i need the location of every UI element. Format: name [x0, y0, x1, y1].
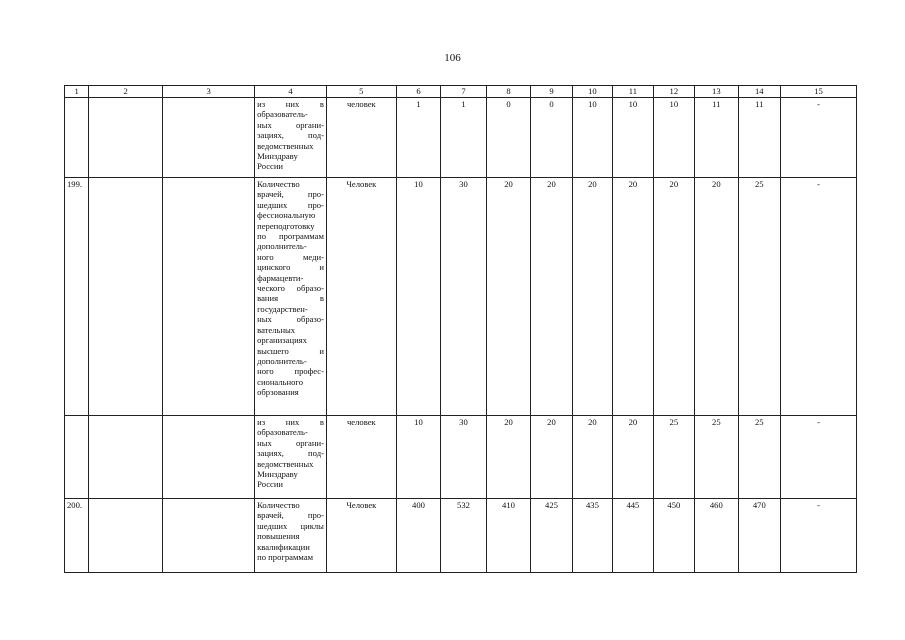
- table-row: [65, 178, 857, 416]
- description-line: врачей, про-: [257, 510, 324, 521]
- row-number: 200.: [65, 499, 89, 573]
- value-cell: 11: [738, 98, 780, 178]
- description-line: вательных: [257, 324, 296, 335]
- column-2-cell: [89, 499, 163, 573]
- column-15-cell: -: [781, 499, 857, 573]
- value-cell: 450: [653, 499, 694, 573]
- description-line: дополнитель-: [257, 241, 307, 252]
- description-line: из них в: [257, 417, 324, 427]
- value-cell: 10: [396, 178, 441, 416]
- column-header-11: 11: [613, 86, 653, 98]
- column-header-1: 1: [65, 86, 89, 98]
- description-line: ных органи-: [257, 119, 324, 130]
- row-number: 199.: [65, 178, 89, 416]
- column-2-cell: [89, 416, 163, 499]
- value-cell: 435: [572, 499, 612, 573]
- description-line: образователь-: [257, 427, 308, 438]
- value-cell: 11: [695, 98, 738, 178]
- value-cell: 20: [531, 178, 572, 416]
- column-header-6: 6: [396, 86, 441, 98]
- column-header-10: 10: [572, 86, 612, 98]
- table-row: [65, 98, 857, 178]
- description-line: по программам: [257, 552, 314, 563]
- description-line: ного профес-: [257, 366, 324, 377]
- value-cell: 1: [441, 98, 487, 178]
- description-line: фармацевти-: [257, 272, 304, 283]
- table-row: [65, 416, 857, 499]
- description-line: сионального: [257, 376, 304, 387]
- description-line: организациях: [257, 335, 307, 346]
- value-cell: 30: [441, 416, 487, 499]
- column-header-4: 4: [255, 86, 327, 98]
- description-line: повышения: [257, 531, 300, 542]
- column-header-3: 3: [163, 86, 255, 98]
- description-line: ных образо-: [257, 314, 324, 325]
- column-header-5: 5: [326, 86, 396, 98]
- value-cell: 25: [653, 416, 694, 499]
- description-line: переподготовку: [257, 220, 315, 231]
- indicator-description: [255, 178, 327, 416]
- indicators-table: [64, 85, 857, 573]
- description-line: Минздраву: [257, 469, 298, 480]
- table-row: [65, 499, 857, 573]
- description-line: Количество: [257, 179, 300, 189]
- value-cell: 20: [486, 178, 531, 416]
- value-cell: 20: [572, 178, 612, 416]
- description-line: по программам: [257, 231, 324, 242]
- description-line: зациях, под-: [257, 130, 324, 141]
- column-2-cell: [89, 98, 163, 178]
- description-line: квалификации: [257, 541, 310, 552]
- value-cell: 20: [613, 416, 653, 499]
- column-header-13: 13: [695, 86, 738, 98]
- value-cell: 445: [613, 499, 653, 573]
- value-cell: 20: [653, 178, 694, 416]
- description-line: России: [257, 161, 284, 172]
- value-cell: 470: [738, 499, 780, 573]
- value-cell: 10: [396, 416, 441, 499]
- row-number: [65, 98, 89, 178]
- description-line: зациях, под-: [257, 448, 324, 459]
- column-15-cell: -: [781, 416, 857, 499]
- indicator-description: [255, 416, 327, 499]
- indicator-description: [255, 499, 327, 573]
- description-line: ного меди-: [257, 251, 324, 262]
- column-header-9: 9: [531, 86, 572, 98]
- value-cell: 25: [695, 416, 738, 499]
- description-line: врачей, про-: [257, 189, 324, 200]
- description-line: России: [257, 479, 284, 490]
- column-2-cell: [89, 178, 163, 416]
- description-line: цинского и: [257, 262, 324, 273]
- column-header-2: 2: [89, 86, 163, 98]
- value-cell: 20: [531, 416, 572, 499]
- unit-of-measure: Человек: [326, 499, 396, 573]
- unit-of-measure: человек: [326, 416, 396, 499]
- column-header-8: 8: [486, 86, 531, 98]
- value-cell: 25: [738, 416, 780, 499]
- description-line: ных органи-: [257, 437, 324, 448]
- description-line: вания в: [257, 293, 324, 304]
- description-line: Количество: [257, 500, 300, 510]
- column-15-cell: -: [781, 178, 857, 416]
- column-header-15: 15: [781, 86, 857, 98]
- value-cell: 1: [396, 98, 441, 178]
- value-cell: 532: [441, 499, 487, 573]
- column-header-7: 7: [441, 86, 487, 98]
- description-line: шедших про-: [257, 199, 324, 210]
- column-header-12: 12: [653, 86, 694, 98]
- value-cell: 20: [486, 416, 531, 499]
- column-3-cell: [163, 499, 255, 573]
- value-cell: 20: [613, 178, 653, 416]
- description-line: высшего и: [257, 345, 324, 356]
- description-line: шедших циклы: [257, 520, 324, 531]
- description-line: Минздраву: [257, 151, 298, 162]
- header-row: [65, 86, 857, 98]
- value-cell: 30: [441, 178, 487, 416]
- column-3-cell: [163, 98, 255, 178]
- value-cell: 0: [486, 98, 531, 178]
- column-3-cell: [163, 178, 255, 416]
- row-number: [65, 416, 89, 499]
- description-line: ческого образо-: [257, 283, 324, 294]
- value-cell: 10: [572, 98, 612, 178]
- page-number: 106: [444, 52, 461, 64]
- value-cell: 10: [653, 98, 694, 178]
- value-cell: 25: [738, 178, 780, 416]
- indicator-description: [255, 98, 327, 178]
- value-cell: 20: [572, 416, 612, 499]
- description-line: дополнитель-: [257, 355, 307, 366]
- value-cell: 0: [531, 98, 572, 178]
- description-line: из них в: [257, 99, 324, 109]
- unit-of-measure: человек: [326, 98, 396, 178]
- column-15-cell: -: [781, 98, 857, 178]
- description-line: ведомственных: [257, 458, 314, 469]
- value-cell: 460: [695, 499, 738, 573]
- column-3-cell: [163, 416, 255, 499]
- value-cell: 20: [695, 178, 738, 416]
- description-line: образователь-: [257, 109, 308, 120]
- value-cell: 425: [531, 499, 572, 573]
- column-header-14: 14: [738, 86, 780, 98]
- description-line: фессиональную: [257, 210, 316, 221]
- value-cell: 400: [396, 499, 441, 573]
- description-line: ведомственных: [257, 140, 314, 151]
- description-line: обрзования: [257, 387, 299, 398]
- value-cell: 410: [486, 499, 531, 573]
- unit-of-measure: Человек: [326, 178, 396, 416]
- description-line: государствен-: [257, 303, 308, 314]
- value-cell: 10: [613, 98, 653, 178]
